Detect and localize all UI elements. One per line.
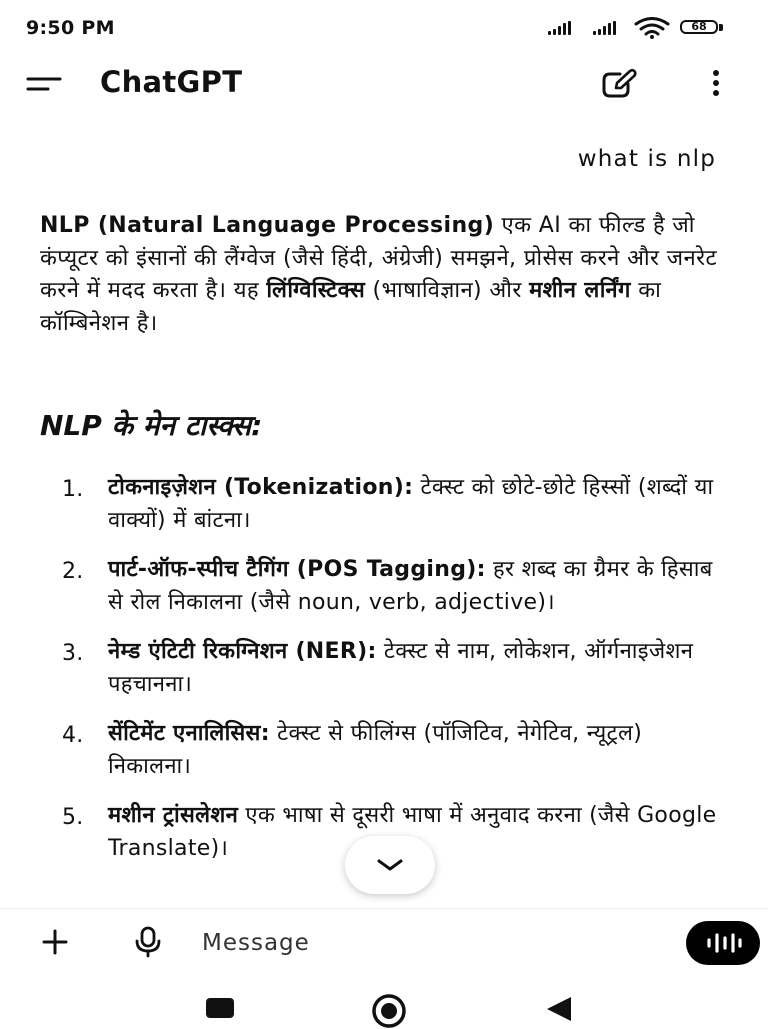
list-item (40, 554, 730, 619)
app-bar (0, 52, 768, 114)
list-number: 5. (62, 805, 84, 830)
composer (0, 908, 768, 975)
list-number: 1. (62, 477, 84, 502)
app-title: ChatGPT (100, 65, 243, 99)
task-desc: टेक्स्ट से फीलिंग्स (पॉजिटिव, नेगेटिव, न्यूट्रल) निकालना। (108, 721, 643, 779)
mic-icon[interactable] (134, 926, 162, 958)
signal-icon (548, 21, 571, 35)
task-title: टोकनाइज़ेशन (Tokenization): (108, 475, 414, 500)
system-nav-bar (0, 976, 768, 1024)
scroll-down-button[interactable] (345, 836, 435, 894)
new-chat-icon[interactable] (600, 68, 640, 100)
back-icon[interactable] (545, 995, 573, 1023)
task-desc: टेक्स्ट को छोटे-छोटे हिस्सों (शब्दों या वाक्यों) में बांटना। (108, 475, 714, 533)
status-time: 9:50 PM (26, 17, 115, 39)
assistant-answer (40, 210, 730, 340)
plus-icon[interactable] (42, 929, 68, 955)
battery-level: 68 (691, 20, 707, 33)
answer-intro: NLP (Natural Language Processing) एक AI का फील्ड है जो कंप्यूटर को इंसानों की लैंग्वेज (जैसे हिंदी, अंग्रेजी) समझने, प्रोसेस करने और जनरेट करने में मदद करता है। यह लिंग्विस्टिक्स (भाषाविज्ञान) और मशीन लर्निंग का कॉम्बिनेशन है। (40, 213, 718, 336)
menu-icon[interactable] (26, 74, 62, 94)
more-icon[interactable] (704, 68, 728, 100)
list-item (40, 472, 730, 537)
battery-icon (680, 20, 726, 36)
section-heading: NLP के मेन टास्क्स: (40, 409, 263, 442)
task-desc: हर शब्द का ग्रैमर के हिसाब से रोल निकालना (जैसे noun, verb, adjective)। (108, 557, 713, 615)
list-number: 4. (62, 723, 84, 748)
voice-mode-button[interactable] (686, 921, 760, 965)
task-list (40, 472, 730, 882)
task-title: नेम्ड एंटिटी रिकग्निशन (NER): (108, 639, 377, 664)
chevron-down-icon (375, 857, 405, 873)
status-bar (0, 0, 768, 52)
voice-mode-icon (703, 931, 743, 955)
list-item (40, 718, 730, 783)
chat-area[interactable] (0, 114, 768, 910)
task-title: सेंटिमेंट एनालिसिस: (108, 721, 270, 746)
task-title: पार्ट-ऑफ-स्पीच टैगिंग (POS Tagging): (108, 557, 486, 582)
list-number: 2. (62, 559, 84, 584)
task-desc: टेक्स्ट से नाम, लोकेशन, ऑर्गनाइजेशन पहचानना। (108, 639, 694, 697)
recents-icon[interactable] (206, 998, 234, 1018)
list-number: 3. (62, 641, 84, 666)
list-item (40, 636, 730, 701)
task-desc: एक भाषा से दूसरी भाषा में अनुवाद करना (जैसे Google Translate)। (108, 803, 717, 861)
signal-icon (593, 21, 616, 35)
wifi-icon (634, 17, 670, 39)
user-message: what is nlp (577, 146, 716, 172)
message-input[interactable] (200, 923, 664, 963)
task-title: मशीन ट्रांसलेशन (108, 803, 239, 828)
